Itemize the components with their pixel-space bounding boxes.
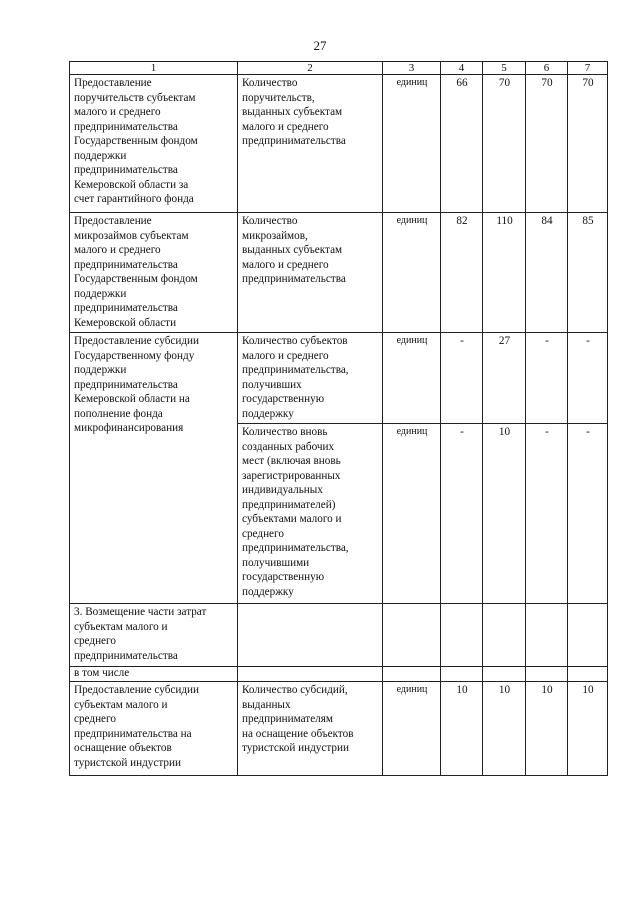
table-row [70, 213, 608, 333]
indicator-cell: Количество поручительств, выданных субъектам малого и среднего предпринимательства [238, 75, 383, 213]
value-cell: 70 [526, 75, 568, 213]
indicator-cell: Количество субъектов малого и среднего предпринимательства, получивших государственную поддержку [238, 333, 383, 424]
empty-cell [483, 667, 526, 682]
value-cell: 10 [441, 682, 483, 776]
empty-cell [238, 604, 383, 667]
table-row [70, 75, 608, 213]
indicators-table [69, 61, 608, 776]
value-cell: 110 [483, 213, 526, 333]
value-cell: 82 [441, 213, 483, 333]
empty-cell [526, 604, 568, 667]
value-cell: 10 [568, 682, 608, 776]
empty-cell [526, 667, 568, 682]
value-cell: - [568, 424, 608, 604]
value-cell: 70 [568, 75, 608, 213]
table-row [70, 333, 608, 424]
value-cell: - [568, 333, 608, 424]
header-cell: 4 [441, 62, 483, 75]
empty-cell [238, 667, 383, 682]
empty-cell [383, 667, 441, 682]
unit-cell: единиц [383, 424, 441, 604]
value-cell: 10 [526, 682, 568, 776]
header-cell: 3 [383, 62, 441, 75]
empty-cell [441, 604, 483, 667]
unit-cell: единиц [383, 682, 441, 776]
measure-cell: Предоставление микрозаймов субъектам малого и среднего предпринимательства Государственным фондом поддержки предпринимательства Кемеровской области [70, 213, 238, 333]
value-cell: - [526, 424, 568, 604]
measure-cell: Предоставление субсидии субъектам малого и среднего предпринимательства на оснащение объектов туристской индустрии [70, 682, 238, 776]
value-cell: 66 [441, 75, 483, 213]
empty-cell [441, 667, 483, 682]
measure-cell: Предоставление субсидии Государственному фонду поддержки предпринимательства Кемеровской области на пополнение фонда микрофинансирования [70, 333, 238, 604]
unit-cell: единиц [383, 333, 441, 424]
value-cell: 27 [483, 333, 526, 424]
value-cell: - [441, 424, 483, 604]
value-cell: - [526, 333, 568, 424]
value-cell: - [441, 333, 483, 424]
measure-cell: 3. Возмещение части затрат субъектам малого и среднего предпринимательства [70, 604, 238, 667]
empty-cell [568, 604, 608, 667]
header-cell: 2 [238, 62, 383, 75]
value-cell: 70 [483, 75, 526, 213]
indicator-cell: Количество субсидий, выданных предпринимателям на оснащение объектов туристской индустрии [238, 682, 383, 776]
header-cell: 7 [568, 62, 608, 75]
empty-cell [483, 604, 526, 667]
table-row [70, 667, 608, 682]
table-row [70, 682, 608, 776]
value-cell: 10 [483, 682, 526, 776]
unit-cell: единиц [383, 75, 441, 213]
empty-cell [568, 667, 608, 682]
header-cell: 1 [70, 62, 238, 75]
header-cell: 6 [526, 62, 568, 75]
unit-cell: единиц [383, 213, 441, 333]
header-cell: 5 [483, 62, 526, 75]
value-cell: 10 [483, 424, 526, 604]
table-header-row [70, 62, 608, 75]
measure-cell: Предоставление поручительств субъектам малого и среднего предпринимательства Государственным фондом поддержки предпринимательства Кемеровской области за счет гарантийного фонда [70, 75, 238, 213]
value-cell: 85 [568, 213, 608, 333]
table-row [70, 604, 608, 667]
indicator-cell: Количество вновь созданных рабочих мест (включая вновь зарегистрированных индивидуальных предпринимателей) субъектами малого и среднего предпринимательства, получившими государственную поддержку [238, 424, 383, 604]
page-number: 27 [313, 38, 327, 53]
value-cell: 84 [526, 213, 568, 333]
measure-cell: в том числе [70, 667, 238, 682]
empty-cell [383, 604, 441, 667]
indicator-cell: Количество микрозаймов, выданных субъектам малого и среднего предпринимательства [238, 213, 383, 333]
